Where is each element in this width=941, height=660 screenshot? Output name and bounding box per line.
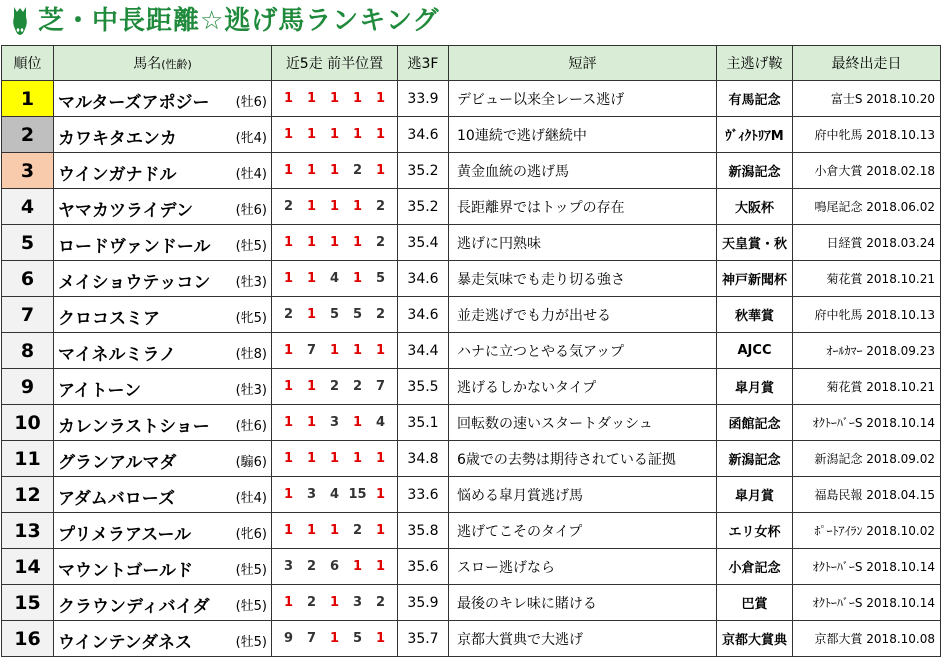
run-position: 1 [352,235,363,250]
race-cell: 函館記念 [717,405,793,441]
run-position: 1 [352,343,363,358]
last-run-cell: 京都大賞 2018.10.08 [793,621,941,657]
name-cell [54,585,272,621]
sex-age: (牡6) [235,203,267,218]
run-position: 1 [283,271,294,286]
f3-cell: 35.1 [398,405,449,441]
comment-cell: 最後のキレ味に賭ける [449,585,717,621]
run-position: 1 [306,451,317,466]
table-row [2,549,941,585]
comment-cell: 逃げに円熟味 [449,225,717,261]
run-position: 1 [329,343,340,358]
run-position: 2 [375,199,386,214]
last-run-cell: 福島民報 2018.04.15 [793,477,941,513]
name-cell [54,117,272,153]
table-row [2,333,941,369]
table-row [2,297,941,333]
rank-cell: 8 [2,333,54,369]
run-position: 1 [306,127,317,142]
header-comment: 短評 [449,46,717,81]
run-position: 3 [329,415,340,430]
sex-age: (牝5) [235,311,267,326]
last-run-cell: ﾎﾟｰﾄｱｲﾗﾝ 2018.10.02 [793,513,941,549]
run-position: 2 [375,235,386,250]
race-cell: 有馬記念 [717,81,793,117]
run-position: 1 [306,199,317,214]
run-position: 1 [283,91,294,106]
comment-cell: スロー逃げなら [449,549,717,585]
race-cell: 皐月賞 [717,477,793,513]
last-run-cell: 新潟記念 2018.09.02 [793,441,941,477]
runs-cell [272,585,398,621]
run-position: 1 [329,523,340,538]
runs-cell [272,117,398,153]
run-position: 3 [306,487,317,502]
header-f3: 逃3F [398,46,449,81]
run-position: 9 [283,631,294,646]
run-position: 1 [375,127,386,142]
runs-cell [272,621,398,657]
run-position: 2 [352,379,363,394]
last-run-cell: ｵｸﾄｰﾊﾞｰS 2018.10.14 [793,549,941,585]
header-last: 最終出走日 [793,46,941,81]
run-position: 2 [329,379,340,394]
run-position: 5 [375,271,386,286]
table-row [2,81,941,117]
run-position: 4 [329,487,340,502]
runs-cell [272,225,398,261]
table-row [2,225,941,261]
name-cell [54,297,272,333]
run-position: 7 [306,343,317,358]
runs-cell [272,297,398,333]
last-run-cell: 鳴尾記念 2018.06.02 [793,189,941,225]
rank-cell: 4 [2,189,54,225]
sex-age: (牡3) [235,383,267,398]
comment-cell: デビュー以来全レース逃げ [449,81,717,117]
run-position: 2 [283,307,294,322]
table-row [2,189,941,225]
comment-cell: 回転数の速いスタートダッシュ [449,405,717,441]
f3-cell: 34.6 [398,297,449,333]
run-position: 1 [329,235,340,250]
run-position: 1 [375,343,386,358]
run-position: 5 [329,307,340,322]
run-position: 1 [329,451,340,466]
run-position: 1 [283,415,294,430]
run-position: 6 [329,559,340,574]
run-position: 1 [329,163,340,178]
header-name-label: 馬名 [133,56,162,72]
header-row [2,46,941,81]
run-position: 1 [283,127,294,142]
run-position: 1 [329,199,340,214]
runs-cell [272,153,398,189]
run-position: 1 [283,595,294,610]
last-run-cell: ｵｸﾄｰﾊﾞｰS 2018.10.14 [793,405,941,441]
runs-cell [272,261,398,297]
horse-name: アイトーン [58,381,142,401]
run-position: 1 [306,235,317,250]
run-position: 3 [283,559,294,574]
run-position: 1 [306,523,317,538]
horse-head-icon [8,5,32,37]
name-cell [54,369,272,405]
run-position: 1 [329,127,340,142]
run-position: 1 [375,451,386,466]
runs-cell [272,81,398,117]
name-cell [54,333,272,369]
run-position: 7 [375,379,386,394]
run-position: 1 [306,307,317,322]
sex-age: (牝4) [235,131,267,146]
header-runs: 近5走 前半位置 [272,46,398,81]
name-cell [54,477,272,513]
run-position: 1 [375,631,386,646]
run-position: 2 [306,595,317,610]
race-cell: 京都大賞典 [717,621,793,657]
race-cell: ｳﾞｨｸﾄﾘｱM [717,117,793,153]
race-cell: 天皇賞・秋 [717,225,793,261]
table-row [2,621,941,657]
f3-cell: 35.2 [398,189,449,225]
runs-cell [272,405,398,441]
run-position: 1 [283,379,294,394]
comment-cell: 暴走気味でも走り切る強さ [449,261,717,297]
horse-name: カレンラストショー [58,417,210,437]
rank-cell: 5 [2,225,54,261]
runs-cell [272,369,398,405]
comment-cell: 6歳での去勢は期待されている証拠 [449,441,717,477]
last-run-cell: 菊花賞 2018.10.21 [793,369,941,405]
comment-cell: 逃げるしかないタイプ [449,369,717,405]
last-run-cell: 菊花賞 2018.10.21 [793,261,941,297]
page-title: 芝・中長距離☆逃げ馬ランキング [38,6,440,36]
f3-cell: 35.8 [398,513,449,549]
run-position: 1 [329,91,340,106]
run-position: 1 [375,559,386,574]
rank-cell: 15 [2,585,54,621]
horse-name: クロコスミア [58,309,160,329]
run-position: 1 [306,415,317,430]
f3-cell: 35.9 [398,585,449,621]
last-run-cell: 府中牝馬 2018.10.13 [793,117,941,153]
sex-age: (牡8) [235,347,267,362]
run-position: 1 [283,451,294,466]
run-position: 2 [306,559,317,574]
horse-name: プリメラアスール [58,525,192,545]
run-position: 1 [375,523,386,538]
name-cell [54,225,272,261]
run-position: 1 [306,379,317,394]
run-position: 2 [352,163,363,178]
table-row [2,369,941,405]
sex-age: (牡5) [235,563,267,578]
last-run-cell: ｵｰﾙｶﾏｰ 2018.09.23 [793,333,941,369]
name-cell [54,405,272,441]
run-position: 2 [375,307,386,322]
rank-cell: 13 [2,513,54,549]
name-cell [54,441,272,477]
runs-cell [272,549,398,585]
rank-cell: 1 [2,81,54,117]
rank-cell: 3 [2,153,54,189]
f3-cell: 34.6 [398,117,449,153]
horse-name: ヤマカツライデン [58,201,194,221]
comment-cell: 10連続で逃げ継続中 [449,117,717,153]
runs-cell [272,477,398,513]
f3-cell: 35.2 [398,153,449,189]
race-cell: 新潟記念 [717,441,793,477]
run-position: 1 [352,127,363,142]
comment-cell: 並走逃げでも力が出せる [449,297,717,333]
table-row [2,153,941,189]
f3-cell: 34.8 [398,441,449,477]
run-position: 5 [352,307,363,322]
name-cell [54,189,272,225]
f3-cell: 35.6 [398,549,449,585]
ranking-table [1,45,941,657]
runs-cell [272,189,398,225]
rank-cell: 11 [2,441,54,477]
sex-age: (牡5) [235,599,267,614]
horse-name: マルターズアポジー [58,93,210,113]
run-position: 1 [306,91,317,106]
runs-cell [272,513,398,549]
horse-name: アダムバローズ [58,489,175,509]
race-cell: AJCC [717,333,793,369]
sex-age: (牡5) [235,635,267,650]
run-position: 1 [283,235,294,250]
run-position: 1 [329,595,340,610]
run-position: 1 [283,343,294,358]
race-cell: 皐月賞 [717,369,793,405]
f3-cell: 35.7 [398,621,449,657]
run-position: 1 [352,415,363,430]
f3-cell: 33.6 [398,477,449,513]
comment-cell: ハナに立つとやる気アップ [449,333,717,369]
table-row [2,405,941,441]
race-cell: 新潟記念 [717,153,793,189]
table-row [2,513,941,549]
sex-age: (騸6) [235,455,267,470]
sex-age: (牡6) [235,419,267,434]
rank-cell: 6 [2,261,54,297]
run-position: 1 [352,271,363,286]
run-position: 1 [352,451,363,466]
name-cell [54,261,272,297]
run-position: 1 [283,163,294,178]
last-run-cell: 府中牝馬 2018.10.13 [793,297,941,333]
table-row [2,261,941,297]
comment-cell: 逃げてこそのタイプ [449,513,717,549]
rank-cell: 14 [2,549,54,585]
f3-cell: 35.5 [398,369,449,405]
sex-age: (牡5) [235,239,267,254]
race-cell: 小倉記念 [717,549,793,585]
run-position: 1 [375,163,386,178]
run-position: 1 [283,487,294,502]
rank-cell: 2 [2,117,54,153]
sex-age: (牡6) [235,95,267,110]
sex-age: (牡4) [235,167,267,182]
horse-name: メイショウテッコン [58,273,211,293]
last-run-cell: ｵｸﾄｰﾊﾞｰS 2018.10.14 [793,585,941,621]
run-position: 15 [348,487,367,502]
race-cell: エリ女杯 [717,513,793,549]
table-row [2,441,941,477]
name-cell [54,549,272,585]
horse-name: カワキタエンカ [58,129,177,149]
last-run-cell: 富士S 2018.10.20 [793,81,941,117]
header-race: 主逃げ鞍 [717,46,793,81]
header-rank: 順位 [2,46,54,81]
rank-cell: 10 [2,405,54,441]
horse-name: グランアルマダ [58,453,177,473]
run-position: 1 [352,199,363,214]
run-position: 2 [283,199,294,214]
horse-name: クラウンディバイダ [58,597,210,617]
f3-cell: 35.4 [398,225,449,261]
name-cell [54,621,272,657]
sex-age: (牝6) [235,527,267,542]
rank-cell: 9 [2,369,54,405]
run-position: 1 [375,487,386,502]
header-name [54,46,272,81]
comment-cell: 京都大賞典で大逃げ [449,621,717,657]
run-position: 2 [375,595,386,610]
run-position: 7 [306,631,317,646]
runs-cell [272,441,398,477]
sex-age: (牡3) [235,275,267,290]
run-position: 3 [352,595,363,610]
last-run-cell: 日経賞 2018.03.24 [793,225,941,261]
horse-name: ウインテンダネス [58,633,192,653]
name-cell [54,81,272,117]
run-position: 1 [329,631,340,646]
run-position: 4 [375,415,386,430]
run-position: 1 [283,523,294,538]
comment-cell: 悩める皐月賞逃げ馬 [449,477,717,513]
horse-name: ロードヴァンドール [58,237,211,257]
sex-age: (牡4) [235,491,267,506]
race-cell: 大阪杯 [717,189,793,225]
run-position: 1 [375,91,386,106]
title-bar [0,0,941,42]
horse-name: マウントゴールド [58,561,193,581]
run-position: 2 [352,523,363,538]
rank-cell: 7 [2,297,54,333]
header-name-sub: (性齢) [161,58,192,71]
horse-name: マイネルミラノ [58,345,176,365]
runs-cell [272,333,398,369]
race-cell: 巴賞 [717,585,793,621]
f3-cell: 34.4 [398,333,449,369]
run-position: 5 [352,631,363,646]
run-position: 1 [306,163,317,178]
comment-cell: 長距離界ではトップの存在 [449,189,717,225]
race-cell: 秋華賞 [717,297,793,333]
f3-cell: 33.9 [398,81,449,117]
name-cell [54,153,272,189]
comment-cell: 黄金血統の逃げ馬 [449,153,717,189]
table-row [2,117,941,153]
run-position: 1 [306,271,317,286]
rank-cell: 12 [2,477,54,513]
run-position: 1 [352,559,363,574]
last-run-cell: 小倉大賞 2018.02.18 [793,153,941,189]
horse-name: ウインガナドル [58,165,177,185]
table-row [2,477,941,513]
name-cell [54,513,272,549]
f3-cell: 34.6 [398,261,449,297]
run-position: 4 [329,271,340,286]
rank-cell: 16 [2,621,54,657]
race-cell: 神戸新聞杯 [717,261,793,297]
run-position: 1 [352,91,363,106]
table-row [2,585,941,621]
